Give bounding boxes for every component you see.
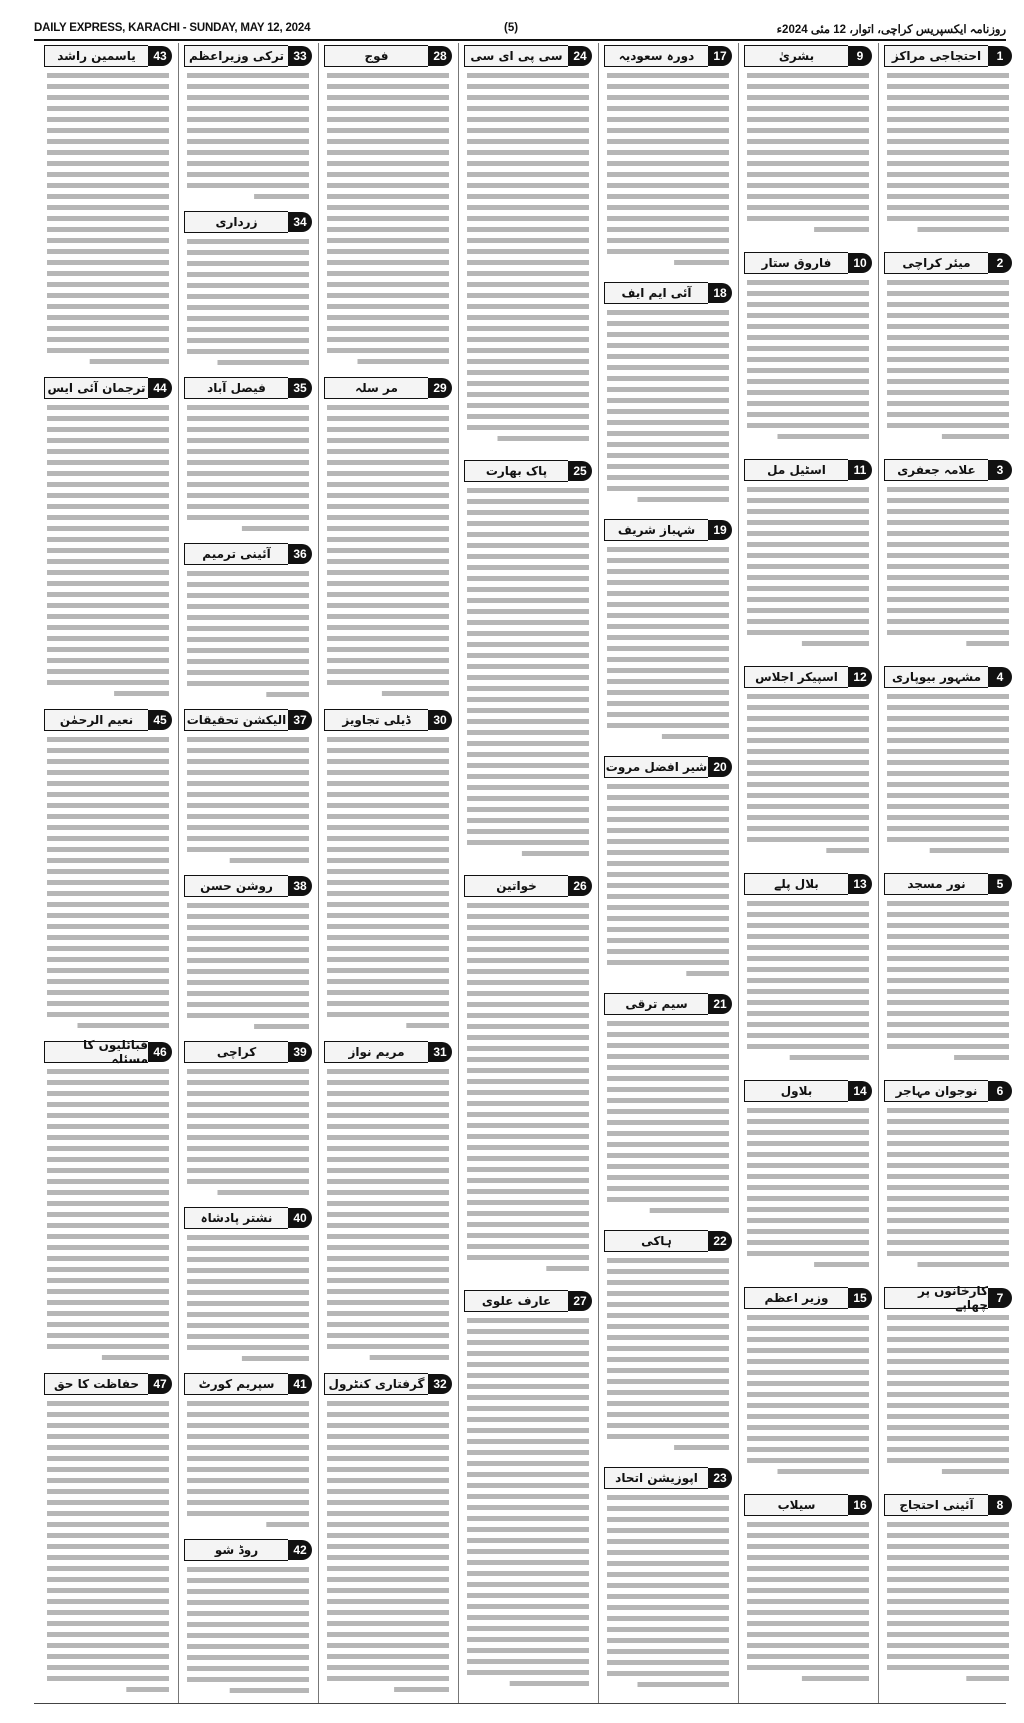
story-headline: نوجوان مہاجر (884, 1080, 988, 1102)
story-number-badge: 12 (848, 667, 872, 687)
story-headline: شیر افضل مروت (604, 756, 708, 778)
story-header (44, 45, 172, 67)
story-body-text (604, 70, 732, 271)
story-block (744, 1287, 872, 1490)
story-body-text (604, 1255, 732, 1456)
story-headline: نشتر پادشاہ (184, 1207, 288, 1229)
news-column-7 (44, 43, 172, 1703)
story-headline: روشن حسن (184, 875, 288, 897)
story-headline: مشہور بیوپاری (884, 666, 988, 688)
story-body-text (44, 1066, 172, 1366)
story-header (884, 1494, 1012, 1516)
story-headline: وزیر اعظم (744, 1287, 848, 1309)
story-body-text (184, 236, 312, 371)
story-header (744, 873, 872, 895)
story-number-badge: 4 (988, 667, 1012, 687)
story-headline: خواتین (464, 875, 568, 897)
story-headline: آئی ایم ایف (604, 282, 708, 304)
story-headline: زرداری (184, 211, 288, 233)
story-body-text (464, 1315, 592, 1692)
story-number-badge: 25 (568, 461, 592, 481)
story-headline: آئینی احتجاج (884, 1494, 988, 1516)
story-body-text (184, 1066, 312, 1201)
story-header (44, 1373, 172, 1395)
story-block (884, 459, 1012, 662)
story-header (744, 252, 872, 274)
story-body-text (884, 1312, 1012, 1480)
story-body-text (324, 402, 452, 702)
story-headline: سیم ترقی (604, 993, 708, 1015)
story-block (604, 282, 732, 515)
story-header (744, 1494, 872, 1516)
story-headline: ڈیلی تجاویز (324, 709, 428, 731)
story-header (184, 543, 312, 565)
column-divider (458, 43, 459, 1703)
story-body-text (884, 898, 1012, 1066)
story-headline: میئر کراچی (884, 252, 988, 274)
story-block (184, 709, 312, 871)
story-number-badge: 1 (988, 46, 1012, 66)
story-number-badge: 16 (848, 1495, 872, 1515)
story-headline: فیصل آباد (184, 377, 288, 399)
story-header (324, 1373, 452, 1395)
story-headline: سیلاب (744, 1494, 848, 1516)
story-header (44, 1038, 172, 1066)
story-block (604, 1230, 732, 1463)
story-number-badge: 26 (568, 876, 592, 896)
story-header (744, 1287, 872, 1309)
story-headline: بشریٰ (744, 45, 848, 67)
story-body-text (884, 70, 1012, 238)
story-block (464, 45, 592, 456)
story-number-badge: 22 (708, 1231, 732, 1251)
column-divider (318, 43, 319, 1703)
story-header (884, 252, 1012, 274)
story-headline: کارخانوں پر چھاپے (884, 1287, 988, 1309)
story-number-badge: 7 (988, 1288, 1012, 1308)
story-body-text (184, 568, 312, 703)
story-headline: مریم نواز (324, 1041, 428, 1063)
story-number-badge: 41 (288, 1374, 312, 1394)
story-number-badge: 20 (708, 757, 732, 777)
story-block (884, 45, 1012, 248)
story-header (184, 1373, 312, 1395)
story-number-badge: 6 (988, 1081, 1012, 1101)
story-number-badge: 9 (848, 46, 872, 66)
story-block (604, 519, 732, 752)
story-block (184, 1207, 312, 1369)
story-block (884, 252, 1012, 455)
story-number-badge: 35 (288, 378, 312, 398)
story-header (604, 1230, 732, 1252)
story-body-text (184, 402, 312, 537)
story-block (324, 1373, 452, 1701)
story-block (184, 45, 312, 207)
story-headline: اسٹیل مل (744, 459, 848, 481)
story-block (44, 377, 172, 705)
story-body-text (324, 70, 452, 370)
story-block (324, 377, 452, 705)
story-body-text (604, 781, 732, 982)
story-headline: ترجمان آئی ایس (44, 377, 148, 399)
story-header (744, 666, 872, 688)
story-body-text (884, 277, 1012, 445)
story-body-text (184, 1232, 312, 1367)
story-number-badge: 46 (148, 1042, 172, 1062)
story-header (604, 519, 732, 541)
story-body-text (464, 900, 592, 1277)
story-headline: اپوزیشن اتحاد (604, 1467, 708, 1489)
story-headline: سی پی ای سی (464, 45, 568, 67)
story-headline: یاسمین راشد (44, 45, 148, 67)
story-number-badge: 33 (288, 46, 312, 66)
news-column-1 (884, 43, 1012, 1703)
story-block (744, 873, 872, 1076)
story-block (884, 666, 1012, 869)
story-block (744, 666, 872, 869)
story-header (464, 45, 592, 67)
story-headline: شہباز شریف (604, 519, 708, 541)
story-block (604, 1467, 732, 1700)
story-headline: احتجاجی مراکز (884, 45, 988, 67)
story-body-text (744, 484, 872, 652)
story-block (604, 993, 732, 1226)
news-page (34, 43, 1006, 1703)
story-number-badge: 21 (708, 994, 732, 1014)
story-block (324, 1041, 452, 1369)
story-block (184, 377, 312, 539)
story-block (744, 45, 872, 248)
masthead-urdu-dateline: روزنامہ ایکسپریس کراچی، اتوار، 12 مئی 2024ء (776, 24, 1006, 36)
story-block (604, 45, 732, 278)
footer-rule (34, 1703, 1006, 1704)
story-block (884, 873, 1012, 1076)
story-body-text (464, 485, 592, 862)
story-header (604, 1467, 732, 1489)
story-body-text (184, 900, 312, 1035)
story-header (884, 1080, 1012, 1102)
story-number-badge: 24 (568, 46, 592, 66)
story-body-text (44, 402, 172, 702)
story-header (884, 873, 1012, 895)
story-body-text (884, 1105, 1012, 1273)
column-divider (738, 43, 739, 1703)
story-block (604, 756, 732, 989)
story-body-text (184, 1398, 312, 1533)
story-number-badge: 39 (288, 1042, 312, 1062)
story-header (44, 709, 172, 731)
story-body-text (184, 1564, 312, 1699)
story-headline: علامہ جعفری (884, 459, 988, 481)
story-header (184, 709, 312, 731)
story-number-badge: 43 (148, 46, 172, 66)
story-body-text (464, 70, 592, 447)
story-headline: قبائلیوں کا مسئلہ (44, 1041, 148, 1063)
story-header (184, 377, 312, 399)
story-body-text (744, 1312, 872, 1480)
story-number-badge: 38 (288, 876, 312, 896)
story-number-badge: 15 (848, 1288, 872, 1308)
story-header (744, 45, 872, 67)
story-body-text (884, 484, 1012, 652)
news-column-3 (604, 43, 732, 1703)
story-number-badge: 28 (428, 46, 452, 66)
story-header (464, 1290, 592, 1312)
story-body-text (604, 307, 732, 508)
story-block (464, 1290, 592, 1701)
story-block (184, 1373, 312, 1535)
story-block (744, 459, 872, 662)
story-body-text (744, 898, 872, 1066)
story-number-badge: 27 (568, 1291, 592, 1311)
story-headline: الیکشن تحقیقات (184, 709, 288, 731)
news-column-4 (464, 43, 592, 1703)
story-headline: مر سلہ (324, 377, 428, 399)
column-divider (178, 43, 179, 1703)
story-body-text (744, 1105, 872, 1273)
story-block (44, 1038, 172, 1369)
column-divider (878, 43, 879, 1703)
story-headline: بلال پلے (744, 873, 848, 895)
story-headline: گرفتاری کنٹرول (324, 1373, 428, 1395)
story-headline: ہاکی (604, 1230, 708, 1252)
story-headline: کراچی (184, 1041, 288, 1063)
story-number-badge: 5 (988, 874, 1012, 894)
story-header (464, 460, 592, 482)
story-number-badge: 45 (148, 710, 172, 730)
story-number-badge: 40 (288, 1208, 312, 1228)
story-block (884, 1284, 1012, 1490)
story-number-badge: 34 (288, 212, 312, 232)
story-headline: ترکی وزیراعظم (184, 45, 288, 67)
story-body-text (744, 691, 872, 859)
story-body-text (324, 1398, 452, 1698)
story-body-text (604, 1018, 732, 1219)
story-block (884, 1494, 1012, 1697)
story-header (324, 377, 452, 399)
story-number-badge: 44 (148, 378, 172, 398)
story-header (604, 756, 732, 778)
story-header (744, 459, 872, 481)
story-headline: فاروق ستار (744, 252, 848, 274)
story-headline: روڈ شو (184, 1539, 288, 1561)
story-body-text (884, 1519, 1012, 1687)
story-number-badge: 8 (988, 1495, 1012, 1515)
story-body-text (184, 734, 312, 869)
story-body-text (884, 691, 1012, 859)
story-number-badge: 2 (988, 253, 1012, 273)
story-headline: پاک بھارت (464, 460, 568, 482)
story-block (184, 1041, 312, 1203)
story-header (604, 45, 732, 67)
story-block (184, 875, 312, 1037)
story-number-badge: 42 (288, 1540, 312, 1560)
story-block (744, 1080, 872, 1283)
story-headline: بلاول (744, 1080, 848, 1102)
story-block (44, 709, 172, 1037)
story-number-badge: 47 (148, 1374, 172, 1394)
story-headline: نعیم الرحمٰن (44, 709, 148, 731)
column-divider (598, 43, 599, 1703)
story-body-text (744, 277, 872, 445)
story-number-badge: 3 (988, 460, 1012, 480)
story-number-badge: 36 (288, 544, 312, 564)
story-headline: اسپیکر اجلاس (744, 666, 848, 688)
story-number-badge: 17 (708, 46, 732, 66)
story-headline: فوج (324, 45, 428, 67)
story-number-badge: 11 (848, 460, 872, 480)
story-body-text (324, 734, 452, 1034)
story-block (324, 45, 452, 373)
story-header (884, 666, 1012, 688)
story-headline: دورہ سعودیہ (604, 45, 708, 67)
story-header (604, 993, 732, 1015)
news-column-6 (184, 43, 312, 1703)
story-body-text (44, 734, 172, 1034)
story-block (184, 211, 312, 373)
story-header (324, 709, 452, 731)
story-headline: آئینی ترمیم (184, 543, 288, 565)
story-header (604, 282, 732, 304)
page-number: (5) (504, 22, 519, 34)
story-number-badge: 37 (288, 710, 312, 730)
story-block (464, 875, 592, 1286)
story-header (884, 45, 1012, 67)
story-number-badge: 13 (848, 874, 872, 894)
story-header (184, 1539, 312, 1561)
story-header (464, 875, 592, 897)
story-block (464, 460, 592, 871)
story-block (884, 1080, 1012, 1283)
story-header (184, 875, 312, 897)
story-number-badge: 29 (428, 378, 452, 398)
story-headline: عارف علوی (464, 1290, 568, 1312)
story-header (324, 45, 452, 67)
story-body-text (184, 70, 312, 205)
news-column-5 (324, 43, 452, 1703)
news-column-2 (744, 43, 872, 1703)
story-block (744, 252, 872, 455)
story-block (744, 1494, 872, 1697)
story-header (884, 459, 1012, 481)
story-number-badge: 31 (428, 1042, 452, 1062)
story-number-badge: 18 (708, 283, 732, 303)
story-body-text (44, 70, 172, 370)
story-header (884, 1284, 1012, 1312)
story-number-badge: 10 (848, 253, 872, 273)
story-body-text (604, 1492, 732, 1693)
story-header (184, 1041, 312, 1063)
story-body-text (44, 1398, 172, 1698)
story-block (44, 45, 172, 373)
masthead (34, 22, 1006, 38)
story-block (184, 1539, 312, 1701)
story-number-badge: 19 (708, 520, 732, 540)
story-body-text (324, 1066, 452, 1366)
story-body-text (744, 1519, 872, 1687)
masthead-rule (34, 39, 1006, 41)
story-body-text (604, 544, 732, 745)
story-header (184, 45, 312, 67)
story-header (324, 1041, 452, 1063)
story-headline: سپریم کورٹ (184, 1373, 288, 1395)
story-header (44, 377, 172, 399)
story-body-text (744, 70, 872, 238)
story-number-badge: 14 (848, 1081, 872, 1101)
story-block (184, 543, 312, 705)
story-header (744, 1080, 872, 1102)
story-header (184, 1207, 312, 1229)
story-number-badge: 32 (428, 1374, 452, 1394)
story-number-badge: 30 (428, 710, 452, 730)
story-headline: نور مسجد (884, 873, 988, 895)
story-block (44, 1373, 172, 1701)
story-number-badge: 23 (708, 1468, 732, 1488)
story-headline: حفاظت کا حق (44, 1373, 148, 1395)
story-block (324, 709, 452, 1037)
masthead-english-dateline: DAILY EXPRESS, KARACHI - SUNDAY, MAY 12, 2024 (34, 22, 311, 34)
story-header (184, 211, 312, 233)
